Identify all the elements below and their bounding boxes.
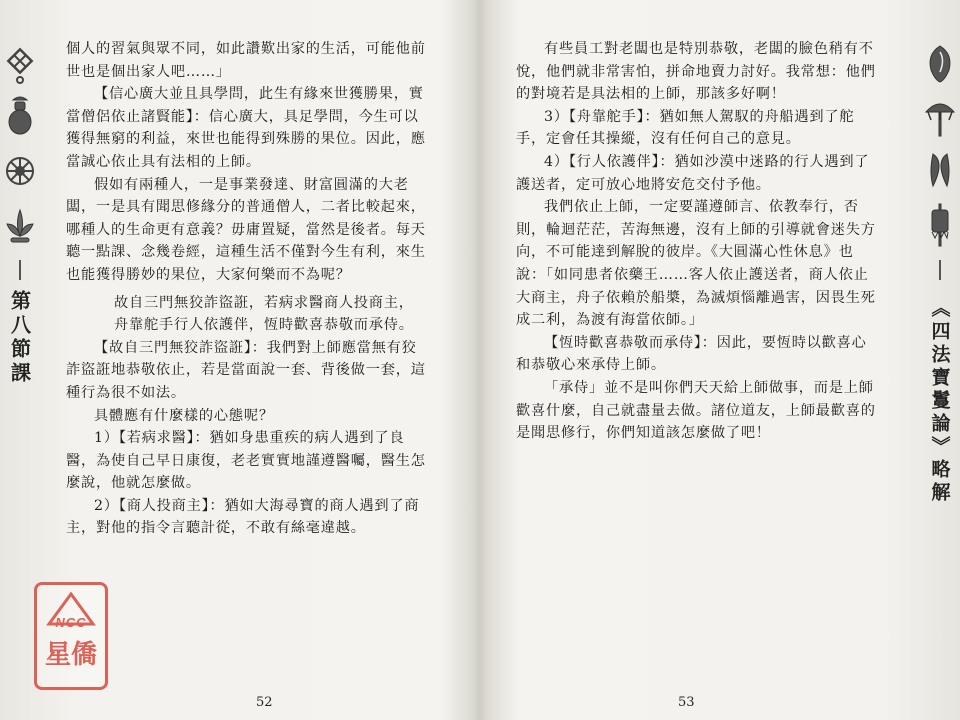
text-line: 護送者，定可放心地將安危交付予他。 xyxy=(516,176,771,193)
text-line: 個人的習氣與眾不同，如此讚歎出家的生活，可能他前 xyxy=(66,41,426,57)
text-line: 假如有兩種人，一是事業發達、財富圓滿的大老 xyxy=(94,176,409,193)
text-line: 也能獲得勝妙的果位，大家何樂而不為呢？ xyxy=(66,266,351,283)
text-line: 歡喜什麼，自己就盡量去做。諸位道友，上師最歡喜的 xyxy=(516,402,876,419)
text-line: 【恆時歡喜恭敬而承侍】：因此，要恆時以歡喜心 xyxy=(544,334,867,351)
text-line: 「承侍」並不是叫你們天天給上師做事，而是上師 xyxy=(544,379,874,396)
text-line: 當僧侶依止諸賢能】：信心廣大，具足學問，今生可以 xyxy=(66,108,419,125)
banner-icon xyxy=(923,202,957,248)
page-number-left: 52 xyxy=(256,695,273,710)
parasol-icon xyxy=(923,94,957,140)
text-line: 悅，他們就非常害怕，拼命地賣力討好。我常想：他們 xyxy=(516,63,876,80)
text-line: 則，輪迴茫茫，苦海無邊，沒有上師的引導就會迷失方 xyxy=(516,221,876,238)
text-line: 【故自三門無狡詐盜誑】：我們對上師應當無有狡 xyxy=(94,339,417,356)
page-number-right: 53 xyxy=(678,695,695,710)
margin-rule xyxy=(939,260,941,280)
text-line: 世也是個出家人吧……」 xyxy=(66,63,231,80)
text-line: 具體應有什麼樣的心態呢？ xyxy=(94,407,274,424)
text-line: 說：「如同患者依藥王……客人依止護送者，商人依止 xyxy=(516,266,869,283)
treasure-vase-icon xyxy=(3,94,37,140)
text-line: 1）【若病求醫】：猶如身患重疾的病人遇到了良 xyxy=(94,430,405,447)
fish-icon xyxy=(923,148,957,194)
stamp-top-text: NCC xyxy=(55,615,87,630)
conch-icon xyxy=(923,40,957,86)
text-line: 4）【行人依護伴】：猶如沙漠中迷路的行人遇到了 xyxy=(544,153,870,170)
stamp-bottom-text: 星僑 xyxy=(44,640,97,670)
text-line: 3）【舟靠舵手】：猶如無人駕馭的舟船遇到了舵 xyxy=(544,108,855,125)
endless-knot-icon xyxy=(3,40,37,86)
lotus-icon xyxy=(3,202,37,248)
text-line: 麼說，他就怎麼做。 xyxy=(66,475,201,492)
text-line: 有些員工對老闆也是特別恭敬，老闆的臉色稍有不 xyxy=(544,41,874,57)
text-line: 哪種人的生命更有意義？毋庸置疑，當然是後者。每天 xyxy=(66,221,426,238)
text-line: 我們依止上師，一定要謹遵師言、依教奉行，否 xyxy=(544,199,859,216)
text-line: 是聞思修行，你們知道該怎麼做了吧！ xyxy=(516,425,771,442)
text-line: 主，對他的指令言聽計從，不敢有絲毫違越。 xyxy=(66,520,366,537)
text-line: 【信心廣大並且具學問，此生有緣來世獲勝果，實 xyxy=(94,86,424,103)
text-line: 闆，一是具有聞思修緣分的普通僧人，二者比較起來， xyxy=(66,199,426,216)
left-page-text xyxy=(66,38,458,540)
text-line: 手，定會任其操縱，沒有任何自己的意見。 xyxy=(516,131,801,148)
text-line: 種行為很不如法。 xyxy=(66,384,186,401)
chapter-label: 第八節課 xyxy=(7,290,32,386)
text-line: 獲得無窮的利益，來世也能得到殊勝的果位。因此，應 xyxy=(66,131,426,148)
text-line: 的對境若是具法相的上師，那該多好啊！ xyxy=(516,86,786,103)
verse-line: 舟靠舵手行人依護伴，恆時歡喜恭敬而承侍。 xyxy=(114,317,414,334)
text-line: 2）【商人投商主】：猶如大海尋寶的商人遇到了商 xyxy=(94,497,420,514)
margin-rule xyxy=(19,260,21,280)
left-margin-strip xyxy=(0,40,40,560)
right-page xyxy=(480,0,960,720)
text-line: 聽一點課、念幾卷經，這種生活不僅對今生有利，來生 xyxy=(66,244,426,261)
text-line: 和恭敬心來承侍上師。 xyxy=(516,357,666,374)
text-line: 向，不可能達到解脫的彼岸。《大圓滿心性休息》也 xyxy=(516,244,854,261)
book-title: 《四法寶鬘論》略解 xyxy=(928,298,951,505)
verse-line: 故自三門無狡詐盜誑，若病求醫商人投商主， xyxy=(114,294,414,311)
text-line: 當誠心依止具有法相的上師。 xyxy=(66,153,261,170)
watermark-stamp xyxy=(34,582,108,690)
text-line: 醫，為使自己早日康復，老老實實地謹遵醫囑，醫生怎 xyxy=(66,452,426,469)
right-margin-strip xyxy=(920,40,960,560)
text-line: 大商主，舟子依賴於船槳，為滅煩惱離過害，因畏生死 xyxy=(516,289,876,306)
text-line: 詐盜誑地恭敬依止，若是當面說一套、背後做一套，這 xyxy=(66,362,426,379)
wheel-icon xyxy=(3,148,37,194)
text-line: 成二利，為渡有海當依師。」 xyxy=(516,312,704,329)
right-page-text xyxy=(516,38,916,445)
